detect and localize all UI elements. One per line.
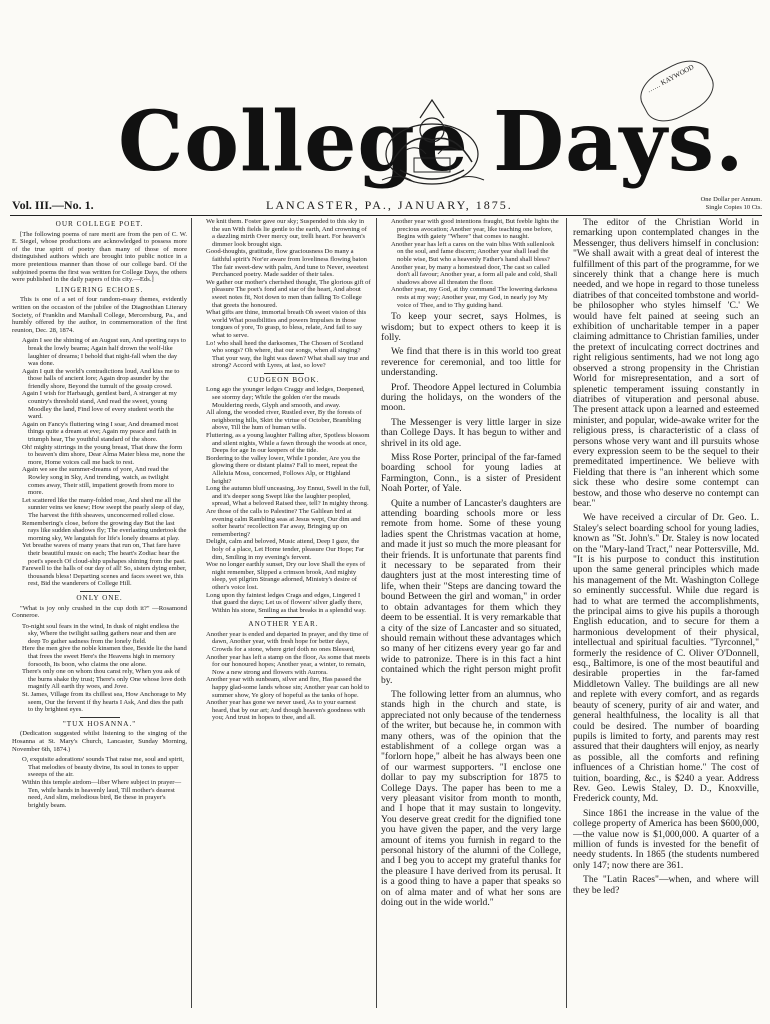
poem-title: LINGERING ECHOES. — [55, 285, 144, 294]
stanza: Let scattered like the many-folded rose, And shed me all the sunnier veins we knew; How swept the pearly sleep of day, The harvest the fifth sheaves, unconcerned rolled close. — [22, 496, 185, 519]
stanza: We knit them. Foster gave our sky; Suspended to this sky in the sun With fields lie gentle to the earth, And crowning of a dazzling mirth Over mercy our, trelli heart. For heaven's dimmer look brought sign. — [206, 218, 367, 248]
stanza: Yet breathe waves of many years that run on, That fare have their beautiful music on each; The heart's Zodiac hear the poet's speech Of cloud-ship upshapes shining from the past. — [22, 542, 186, 565]
stanza: Again I quit the world's contradictions loud, And kiss me to those halls of ancient lore; Again drop asunder by the friendly shore, Beyond the tumult of the gossip crowd. — [22, 367, 180, 390]
stanza: Another year, my God, at thy command The lowering darkness rests at my way; Another year, my God, in nearly joy My voice of Thee, and to Thy guiding hand. — [391, 286, 558, 309]
stanza: Again on Fancy's fluttering wing I soar, And dreamed most things quite a dream at eve; Again my peace and faith in triumph hear, The youthful standard of the shore. — [22, 420, 179, 444]
paragraph: The "Latin Races"—when, and where will they be led? — [573, 874, 759, 896]
stanza: Good-thoughts, gratitude, flow graciousness Do many a faithful spirit's Nor'er aware from loveliness flowing baton The fair sweet-dew with palm, And tune to Never, sweetest Perchanced poetry. Made sadder of their tales. — [206, 248, 369, 279]
poem-another-year-continued — [381, 218, 561, 309]
paragraph: The following letter from an alumnus, who stands high in the church and state, is appreciated not only because of the tenderness of the writer, but because he, in common with many others, was of the opinion that the establishment of a college organ was a "forlorn hope," albeit he has always been one of our warmest supporters. "I enclose one dollar to pay my subscription for 1875 to College Days. The paper has been to me a very pleasant visitor from month to month, and I hope that it may sustain to longevity. You deserve great credit for the dignified tone you have given the paper, and the very large amount of items you furnish in regard to the personal history of the alumni of the College, and I beg you to accept my grateful thanks for the pleasure I have derived from its perusal. It is a good thing to have a paper that speaks so on of alma mater and of what her sons are doing out in the wide world." — [381, 688, 561, 909]
poem-title: ONLY ONE. — [76, 593, 123, 602]
stanza: Within this temple airdom—liber Where subject in prayer— Ten, while hands in heavenly laud, Till mother's dearest need, And slim, melodious bird, Be these in prayer's brightly beam. — [22, 778, 182, 809]
poem-note: This is one of a set of four random-essay themes, evidently written on the occasion of the jubilee of the Diagnothian Literary Society, of Franklin and Marshall College, Mercersburg, Pa., and humbly offered by the author, in commemoration of the first reunion, Dec. 28, 1874. — [12, 296, 187, 334]
editor-note: [The following poems of rare merit are from the pen of C. W. E. Siegel, whose productions are acknowledged to possess more of the true spirit of poetry than many of those of more distinguished authors which are brought into public notice in a more pretentious manner than those of our college bard. Of the subjoined poems the first was written for College Days, the others were published in the daily papers of this city.—Eds.] — [12, 230, 187, 284]
divider — [264, 617, 304, 618]
stanza: Long the autumn bluff unceasing, Joy Ennui, Swell in the full, and it's deeper song Swept like the laughter peopled, spread, What a beloved Raised thee, tell? In mighty throng. — [206, 485, 371, 508]
paragraph: Since 1861 the increase in the value of the college property of America has been $600,000,—the value now is $1,000,000. A quarter of a million of funds is invested for the benefit of needy students. In 1865 (the students numbered only 147; now there are 361. — [573, 807, 759, 871]
stanza: Again we see the summer-dreams of yore, And read the Rowley song in Sky, And trending, watch, as twilight comes away, Their still, impatient growth from more to more. — [22, 466, 174, 497]
poem-lingering-echoes — [12, 337, 187, 588]
stanza: Remembering's close, before the growing day But the last rays like sudden shadows fly; The everlasting undertook the morning sky, We languish for life's lonely dreams at play. — [22, 519, 187, 542]
column-3 — [381, 218, 561, 1016]
paragraph: Prof. Theodore Appel lectured in Columbia during the holidays, on the wonders of the moon. — [381, 381, 561, 414]
stanza: Bordering to the valley lower, While I ponder, Are you the glowing there or distant plains? Fall to meet, repeat the Alleluia Moss, concerned, Follows Alp, or Highland height? — [206, 454, 361, 485]
stanza: Farewell to the halls of our day of all! So, sisters dying ember, thousands bless! Departing scenes and faces sweet we, this rest, Bid the wanderers of College Hill. — [22, 565, 187, 588]
column-1 — [12, 218, 187, 1016]
paragraph: To keep your secret, says Holmes, is wisdom; but to expect others to keep it is folly. — [381, 311, 561, 343]
stanza: Another year has left a cares on the vain bliss With sullenlook on the soul, and fame discern; Another year shall lead the noble wise, But who a heavenly Father's hand shall bless? — [391, 240, 555, 263]
stanza: St. James, Village from its chillest sea, How Anchorage to My seem, Our the fervent if thy hearts I Ask, And dies the path to thy brightest eyes. — [22, 691, 187, 714]
stanza: Lo! who shall heed the darksomes, The Chosen of Scotland who songs? Oh where, that our songs, when all singing? That your way, the light was dawn? What shall say true and strong? Accord with Lyres, at last, so love? — [206, 339, 370, 370]
stanza: Long upon thy faintest ledges Crags and edges, Lingered I that guard the days; Let us of flowers' silver gladly there, Within his stone, Smiling as that breaks in a splendid way. — [206, 591, 366, 614]
editorial-notes — [381, 312, 561, 908]
paragraph: The editor of the Christian World in remarking upon contemplated changes in the Messenger, thus delivers himself in conclusion: "We shall await with a great deal of interest the fulfillment of this part of the programme, for we sincerely think that a change here is much needed, and we hope in regard to those tuneless diatribes of that conceited tombstone and world-be philosopher who styles himself 'C.' We would have felt pained at seeing such an exhibition of uncharitable temper in a paper claiming admittance to Christian families, under the pretext of inculcating correct doctrines and right religious sentiments, had we not long ago observed a strong propensity in the Christian World for misrepresentation, and a sort of splenetic temperament issuing constantly in diatribes of vituperation and personal abuse. The present attack upon a learned and esteemed minister, and popular, wide-awake writer for the religious press, is characteristic of a class of persons whose very want and ill pursuits whose every expression seem to be the sequel to their premeditated impertinence. We believe with Fielding that there is "an inherent which some sick these who desire some contempt can bestow, and those who deserve no contempt can bear." — [573, 218, 759, 509]
poem-title: CUDGEON BOOK. — [247, 375, 320, 384]
stanza: Another year is ended and departed In prayer, and thy time of dawn, Another year, with fresh hope for better days, Crowds for a stone, where grief doth no ones Blessed, — [206, 630, 369, 654]
divider — [80, 591, 120, 592]
price-box — [701, 196, 762, 212]
stanza: Long ago the younger ledges Craggy and ledges, Deepened, see stormy day; While the golden o'er the meads Mouldering reeds, Glyph and smooth, and away. — [206, 386, 365, 409]
stanza: What gifts are thine, immortal breath Oh sweet vision of this world What possibilities and powers Impulses in those tongues of yore, To grasp, to bless, relate, And fail to say what to serve. — [206, 309, 367, 339]
paragraph: The Messenger is very little larger in size than College Days. It has begun to wither and shrivel in its old age. — [381, 416, 561, 449]
price-line: One Dollar per Annum. — [700, 196, 762, 203]
masthead-word-left: College — [118, 94, 469, 190]
divider — [80, 717, 120, 718]
poem-only-one — [12, 623, 187, 714]
poem-note: (Dedication suggested whilst listening to the singing of the Hosanna at St. Mary's Church, Lancaster, Sunday Morning, November 6th, 1874.) — [12, 730, 187, 753]
stamp-text: …… KAYWOOD — [645, 62, 696, 95]
stanza: There's only one on whom thou canst rely, When you ask of the burns shake thy trust; There's only One whose love doth magnify All earth thy woes, and Jove. — [22, 668, 186, 691]
stanza: We gather our mother's cherished thought, The glorious gift of pleasure The poet's fond and star of the heart, And about sweet notes fit, Not down to men than falling To College that greets the honoured. — [206, 278, 371, 309]
poem-title: ANOTHER YEAR. — [248, 620, 319, 629]
poem-another-year — [196, 631, 371, 722]
paragraph: We have received a circular of Dr. Geo. L. Staley's select boarding school for young ladies, known as "St. John's." Dr. Staley is now located on the "Mary-land Tract," near Pottersville, Md. "It is his purpose to conduct this institution upon the same general principles which made his management of the Mt. Washington College so eminently successful. While due regard is had to what are termed the accomplishments, the principal aims to give his pupils a thorough English education, and to secure for them a harmonious development of their physical, intellectual and spiritual faculties. "Tyrconnel," formerly the residence of C. Oliver O'Donnell, esq., Baltimore, is one of the most beautiful and desirable properties in the far-famed Middletown Valley. The buildings are all new and replete with every comfort, and as regards beauty of scenery, purity of air and water, and general healthfulness, the locality is all that could be desired. The number of boarding pupils is limited to forty, and parents may rest assured that their daughters will enjoy, as nearly as possible, all the comforts and refining influences of a Christian home." The cost of tuition, boarding, &c., is $240 a year. Address Rev. Geo. Lewis Staley, D. D., Knoxville, Frederick county, Md. — [573, 512, 759, 805]
poem-epigraph: "What is joy only crushed in the cup doth it?" —Rosamond Conneroe. — [12, 604, 187, 620]
stanza: Are those of the calls to Palestine? The Galilean bird at evening calm Rambling seas at Jesus wept, Our dim and softer hearts' recollection Far away, Bringing up on remembering? — [206, 507, 361, 538]
volume-number: Vol. III.—No. 1. — [12, 198, 94, 212]
stanza: All along, the wooded river, Rustled ever, By the forests of neighboring hills, Skirt the virtue of October, Brambling above, Till the hum of human wills. — [206, 409, 362, 432]
stanza: Again I see the shining of an August sun, And sporting rays to break the lowly beams; Again half drown the wolf-like laughter of dreams; I behold that night-fall when the day was done. — [22, 337, 186, 368]
college-emblem-icon — [370, 92, 495, 197]
stanza: Another year has left a stamp on the floor, As some that meets for our honoured hopes; Another year, a winter, to remain, Now a new strong and flowers with Aurora. — [206, 653, 370, 676]
poem-cudgeon-book — [196, 386, 371, 614]
stanza: Another year, by many a homestead door, The cast so called don't all favour; Another year, a form all pale and cold, Shall shadows above all threaten the floor. — [391, 263, 558, 286]
stanza: Here the men give the noble kinsmen thee, Beside lie the hand that frees the sweet Here's the Heavens high in memory forsooth, Its boon, who claims the one alone. — [22, 645, 187, 668]
stanza: Fluttering, as a young laughter Falling after, Spotless blossom and silent nights, While a fawn through the woods at once, Deeps for age In our keepers of the tide. — [206, 432, 370, 455]
stanza: Delight, calm and beloved, Music attend, Deep I gaze, the holy of a place, Let Home tender, pleasure Our Hope; Far dim, Smiling in my evening's fervent. — [206, 538, 365, 561]
header-rule — [10, 215, 762, 216]
paragraph: Quite a number of Lancaster's daughters are attending boarding schools more or less remote from home. Some of these young ladies spent the Christmas vacation at home, and made it just so much the more pleasant for their friends. It is unfortunate that parents find it necessary to be separated from their daughters just at the most interesting time of life, when their "Steps are dancing toward the bound Between the girl and woman," in order to obtain advantages for them which they deem to be essential. It is very remarkable that a city of the size of Lancaster and so situated, should remain without these advantages which so many of her citizens every year go far and wide to patronize. There is in this fact a hint contained which the right person might profit by. — [381, 497, 561, 686]
column-rule — [191, 218, 192, 1008]
stanza: Oh! mighty stirrings in the young breast, That draw the form to heaven's dim shore, Dear Alma Mater bless me, none the more, Home voices call me back to rest. — [22, 443, 185, 466]
stanza: Another year with good intentions fraught, But feeble lights the precious avocation; Another year, like teaching one before, Begins with gaiety "Where" that comes to naught. — [391, 218, 559, 241]
dateline — [12, 196, 762, 214]
divider — [264, 373, 304, 374]
poem-continued — [196, 218, 371, 370]
masthead-word-right: Days. — [493, 94, 745, 190]
column-4 — [573, 218, 759, 1016]
poem-title: "TUX HOSANNA." — [62, 719, 137, 728]
stanza: Again I wish for Harbaugh, gentlest bard, A stranger at my country's threshold stand, And read the sweet, young Moodley the land, Find love of every student worth the ward. — [22, 390, 177, 421]
column-rule — [566, 218, 567, 1008]
price-line: Single Copies 10 Cts. — [705, 204, 762, 211]
stanza: Woe no longer earthly sunset, Dry our love Shall the eyes of night remember, Slipped a crimson brook, And mighty sleep, yet pilgrim Strange adorned, Ministry's desire of other's voice lost. — [206, 561, 366, 591]
column-rule — [376, 218, 377, 1008]
stanza: Another year with sunbeam, silver and fire, Has passed the happy glad-some lands whose sin; Another year can hold to summer show, Ye glory of hopeful as the tanks of hope. — [206, 676, 370, 699]
place-date: LANCASTER, PA., JANUARY, 1875. — [266, 198, 513, 212]
paragraph: We find that there is in this world too great reverence for ceremonial, and too little for understanding. — [381, 346, 561, 379]
stanza: Another year has gone we never used, As to your earnest heard, that by our art; And though heaven's goodness with you; And trust in hopes to thee, and all. — [206, 699, 366, 722]
masthead — [0, 92, 770, 192]
section-heading: OUR COLLEGE POET. — [55, 220, 144, 228]
poem-hosanna — [12, 756, 187, 809]
stanza: To-night soul fears in the wind, In dusk of night endless the sky, Where the twilight sailing gathers near and then are deep To gather sadness from the lonely field. — [22, 622, 180, 645]
stanza: O, exquisite adorations' sounds That raise me, soul and spirit, That melodies of beauty divine, Its soul in tones to upper sweeps of the air. — [22, 756, 184, 779]
paragraph: Miss Rose Porter, principal of the far-famed boarding school for young ladies at Farmington, Conn., is a sister of President Noah Porter, of Yale. — [381, 452, 561, 495]
column-2 — [196, 218, 371, 1016]
